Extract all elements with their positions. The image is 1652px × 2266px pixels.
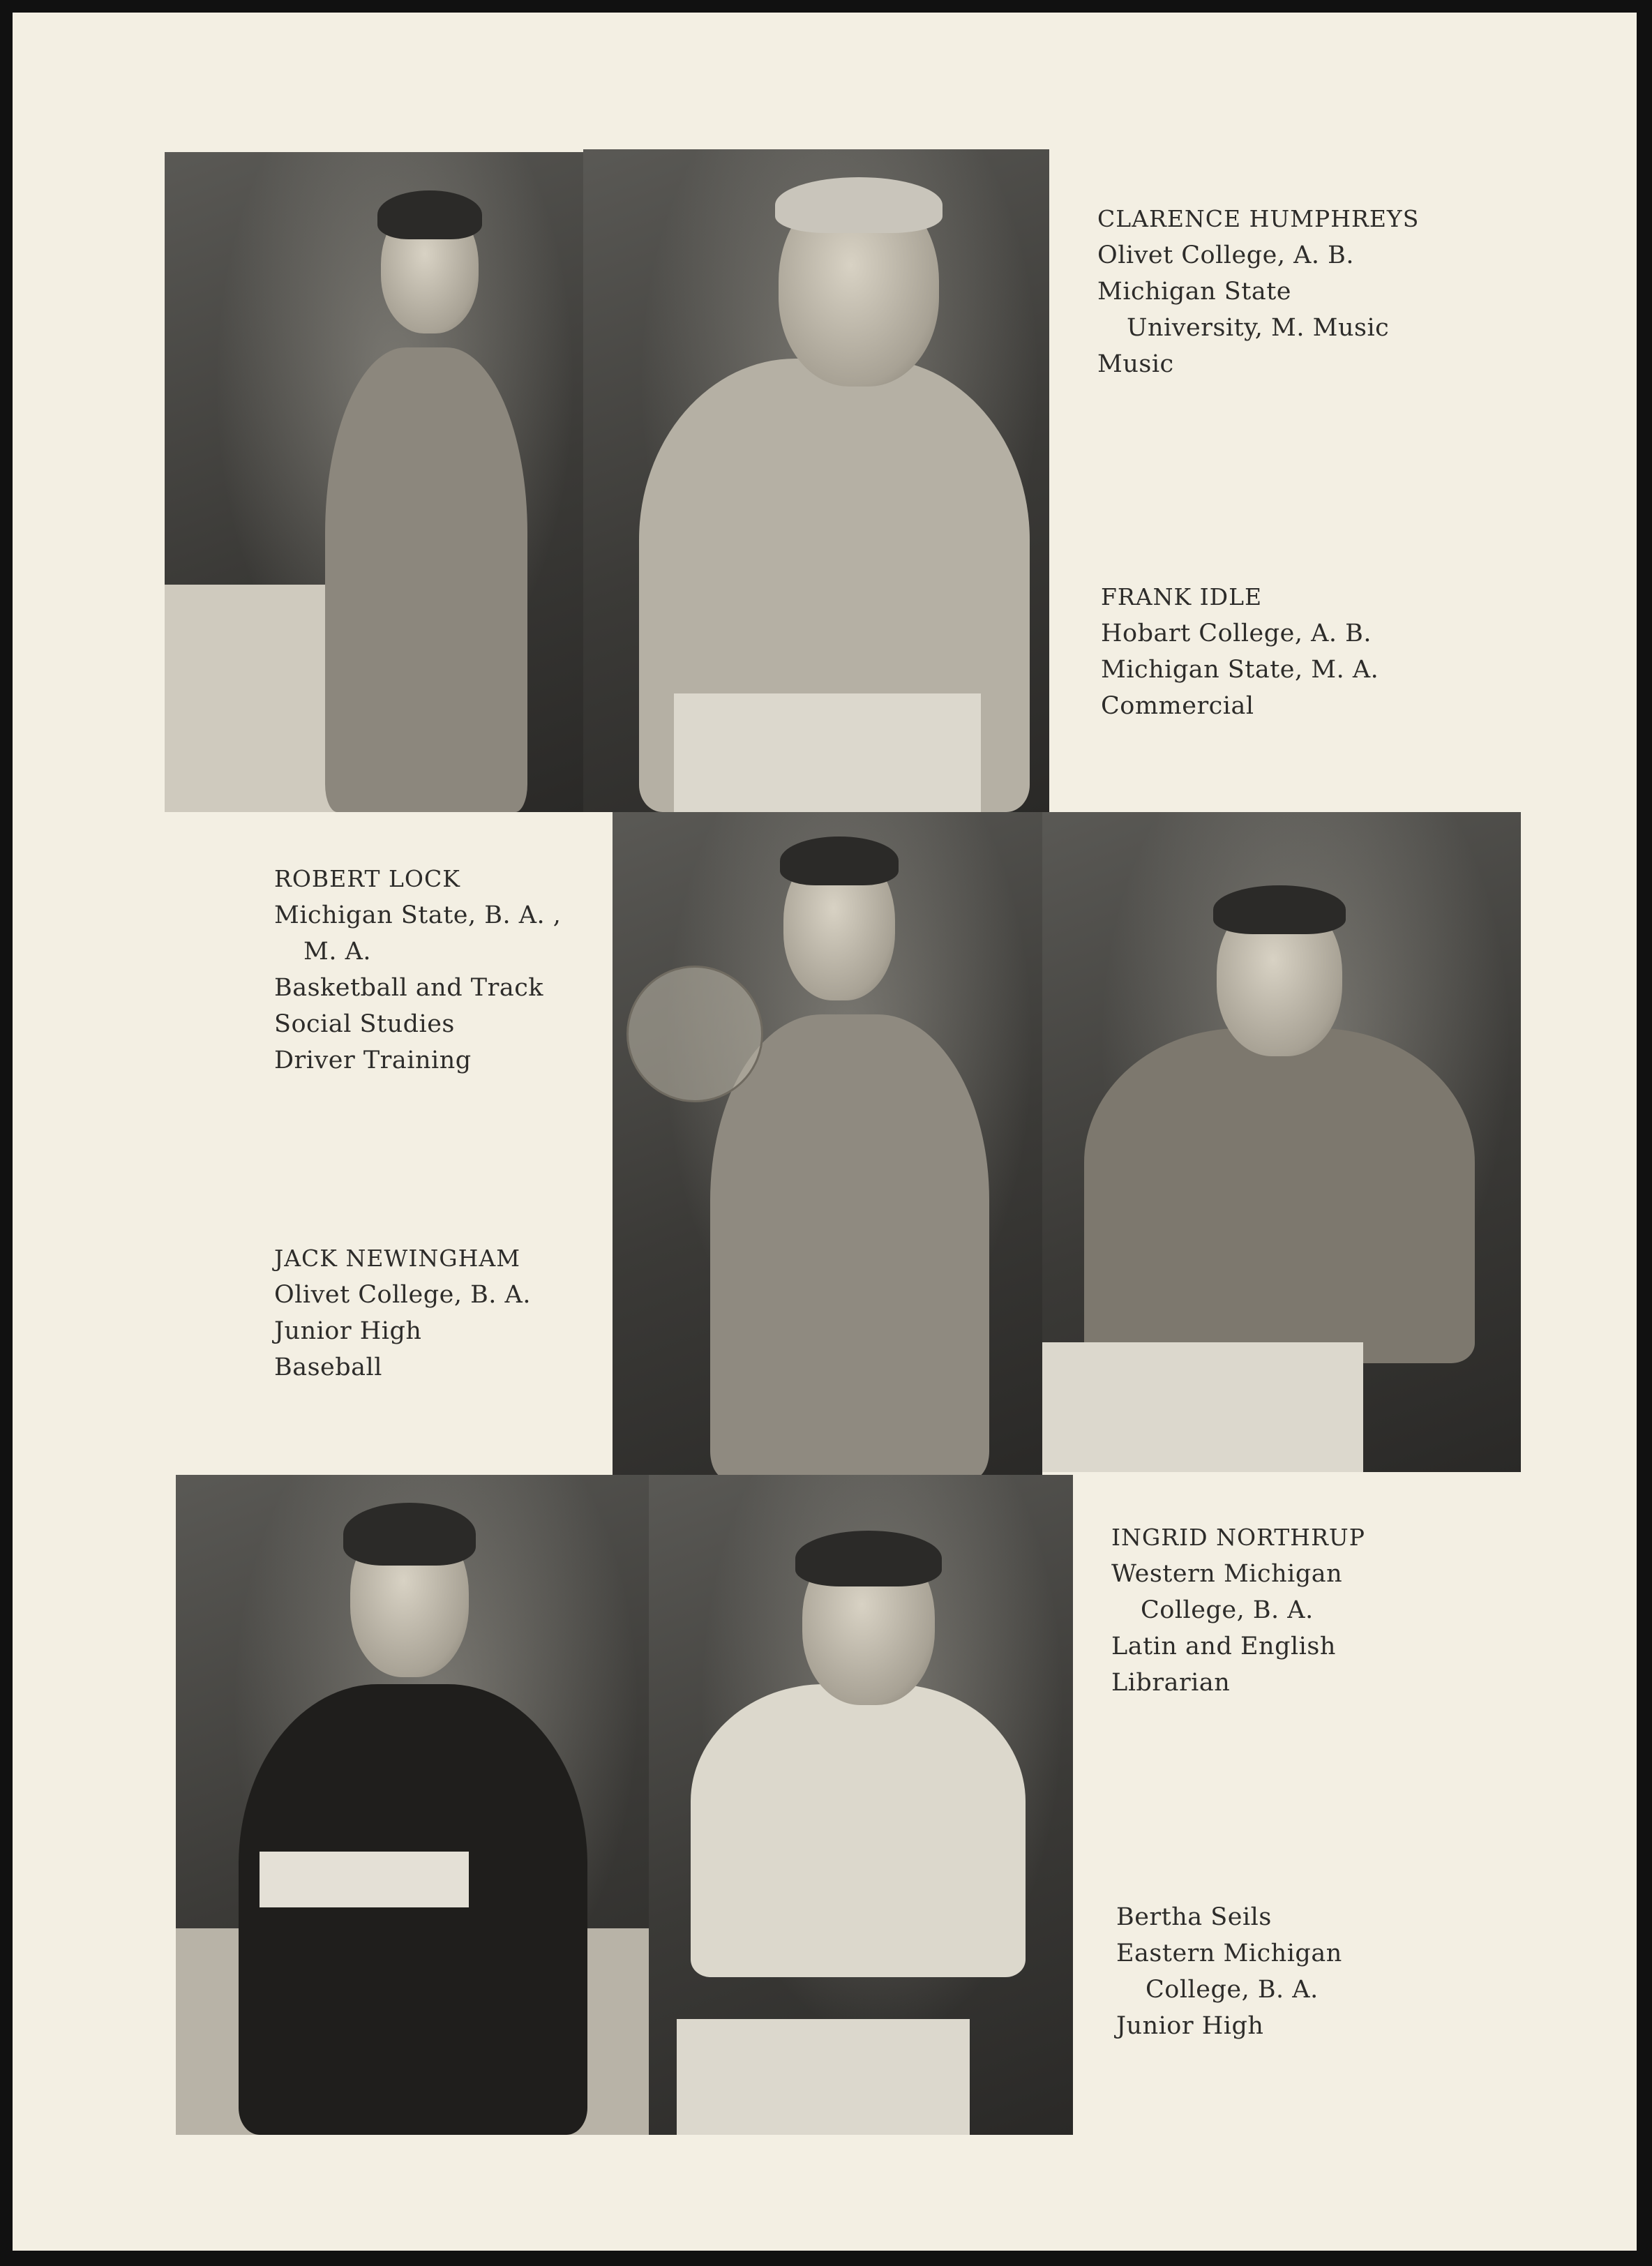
faculty-detail: Librarian — [1111, 1669, 1231, 1697]
faculty-detail: M. A. — [303, 938, 371, 966]
photo-man-at-desk — [583, 149, 1049, 812]
bio-bertha-seils — [1116, 1899, 1342, 2044]
faculty-detail: Junior High — [274, 1317, 422, 1345]
faculty-detail: Olivet College, A. B. — [1097, 241, 1354, 269]
faculty-detail: Hobart College, A. B. — [1101, 620, 1372, 647]
faculty-detail: Michigan State — [1097, 278, 1291, 306]
yearbook-page — [13, 13, 1637, 2251]
photo-man-seated-at-desk — [1042, 812, 1521, 1472]
faculty-detail: Music — [1097, 350, 1174, 378]
bio-frank-idle — [1101, 579, 1379, 724]
photo-man-holding-globe — [613, 812, 1042, 1479]
faculty-detail: Michigan State, B. A. , — [274, 901, 562, 929]
faculty-detail: Eastern Michigan — [1116, 1939, 1342, 1967]
faculty-detail: Michigan State, M. A. — [1101, 656, 1379, 684]
faculty-detail: Commercial — [1101, 692, 1254, 720]
faculty-detail: Social Studies — [274, 1010, 455, 1038]
bio-clarence-humphreys — [1097, 201, 1419, 382]
faculty-detail: Driver Training — [274, 1046, 472, 1074]
bio-jack-newingham — [274, 1240, 531, 1386]
photo-conductor — [165, 152, 583, 812]
faculty-name: ROBERT LOCK — [274, 865, 460, 892]
bio-robert-lock — [274, 861, 561, 1079]
faculty-detail: College, B. A. — [1141, 1596, 1314, 1624]
faculty-name: FRANK IDLE — [1101, 583, 1263, 610]
faculty-detail: Latin and English — [1111, 1633, 1336, 1660]
faculty-detail: College, B. A. — [1146, 1976, 1319, 2004]
faculty-name: CLARENCE HUMPHREYS — [1097, 205, 1420, 232]
photo-woman-writing — [649, 1475, 1073, 2135]
faculty-detail: Western Michigan — [1111, 1560, 1343, 1588]
faculty-detail: Olivet College, B. A. — [274, 1281, 531, 1309]
faculty-name: Bertha Seils — [1116, 1903, 1272, 1931]
faculty-name: INGRID NORTHRUP — [1111, 1524, 1365, 1551]
faculty-name: JACK NEWINGHAM — [274, 1245, 521, 1272]
faculty-detail: Junior High — [1116, 2012, 1264, 2040]
faculty-detail: Baseball — [274, 1353, 382, 1381]
faculty-detail: University, M. Music — [1127, 314, 1390, 342]
photo-woman-with-book — [176, 1475, 649, 2135]
bio-ingrid-northrup — [1111, 1520, 1365, 1701]
faculty-detail: Basketball and Track — [274, 974, 544, 1002]
